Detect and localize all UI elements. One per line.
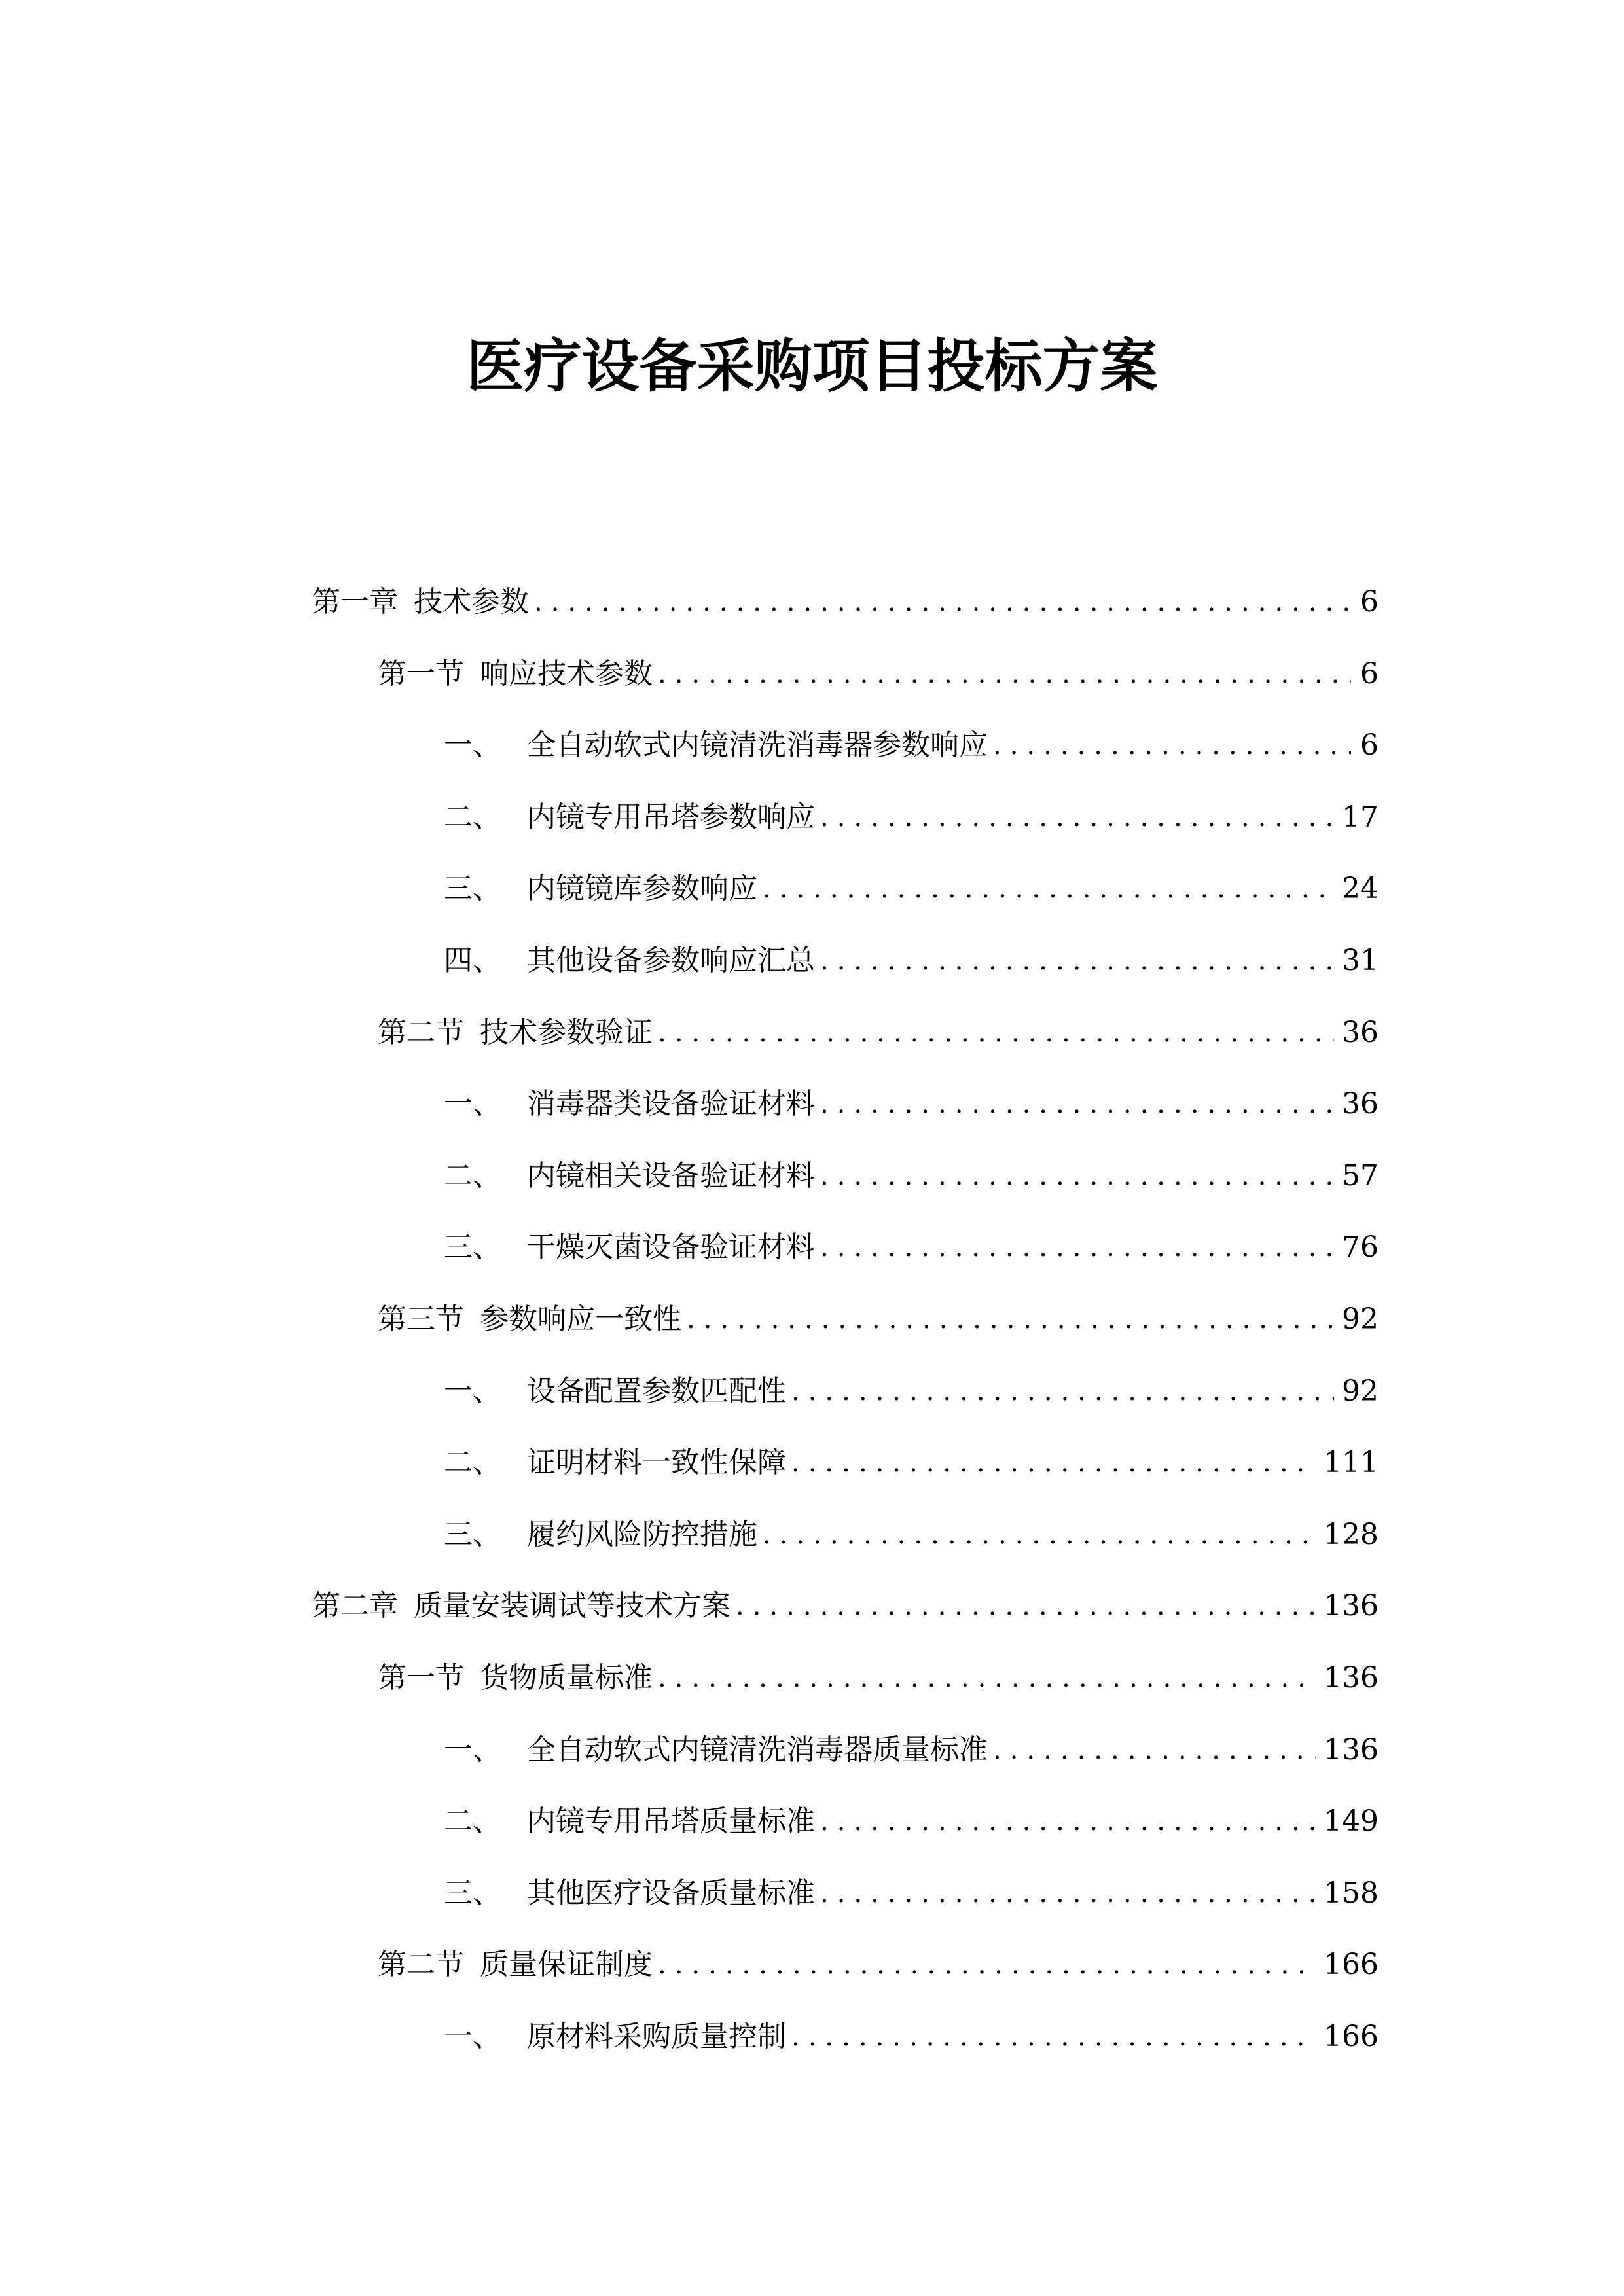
toc-entry-page: 92 [1342,1374,1379,1408]
toc-entry-section[interactable] [312,1939,1379,2011]
toc-entry-page: 6 [1360,585,1379,619]
toc-entry-item[interactable] [312,1221,1379,1293]
toc-entry-label: 内镜相关设备验证材料 [527,1158,815,1193]
dot-leader [658,1652,1316,1704]
toc-entry-chapter[interactable] [312,1580,1379,1652]
toc-entry-number: 二、 [444,1158,501,1193]
dot-leader [534,576,1351,628]
toc-entry-label: 响应技术参数 [480,656,653,691]
toc-entry-label: 消毒器类设备验证材料 [527,1087,815,1121]
toc-entry-section[interactable] [312,648,1379,720]
dot-leader [820,791,1334,844]
toc-entry-section[interactable] [312,1652,1379,1724]
toc-entry-item[interactable] [312,2011,1379,2083]
dot-leader [820,1078,1334,1130]
toc-entry-label: 技术参数 [414,585,529,619]
toc-entry-label: 质量保证制度 [480,1948,653,1982]
toc-entry-section[interactable] [312,1007,1379,1079]
table-of-contents [312,576,1379,2082]
toc-entry-page: 149 [1324,1804,1379,1839]
toc-entry-label: 其他设备参数响应汇总 [527,943,815,977]
toc-entry-page: 166 [1324,2019,1379,2053]
toc-entry-number: 一、 [444,1732,501,1767]
dot-leader [791,1365,1334,1418]
toc-entry-item[interactable] [312,1724,1379,1796]
toc-entry-page: 6 [1360,656,1379,691]
dot-leader [993,719,1351,772]
toc-entry-label: 内镜专用吊塔参数响应 [527,800,815,834]
toc-entry-label: 原材料采购质量控制 [527,2019,786,2053]
toc-entry-number: 第二节 [378,1015,464,1049]
toc-entry-item[interactable] [312,791,1379,863]
toc-entry-number: 一、 [444,2019,501,2053]
toc-entry-page: 128 [1324,1517,1379,1551]
toc-entry-item[interactable] [312,863,1379,935]
toc-entry-number: 第二节 [378,1948,464,1982]
toc-entry-label: 质量安装调试等技术方案 [414,1589,731,1623]
toc-entry-item[interactable] [312,1078,1379,1150]
toc-entry-item[interactable] [312,1150,1379,1222]
toc-entry-page: 36 [1342,1015,1379,1049]
toc-entry-label: 履约风险防控措施 [527,1517,757,1551]
toc-entry-page: 158 [1324,1876,1379,1910]
toc-entry-item[interactable] [312,1795,1379,1867]
dot-leader [820,1795,1316,1848]
dot-leader [791,1437,1316,1489]
toc-entry-label: 货物质量标准 [480,1660,653,1695]
dot-leader [820,1150,1334,1202]
toc-entry-chapter[interactable] [312,576,1379,648]
toc-entry-item[interactable] [312,1437,1379,1509]
toc-entry-item[interactable] [312,719,1379,791]
toc-entry-item[interactable] [312,1867,1379,1939]
toc-entry-label: 全自动软式内镜清洗消毒器质量标准 [527,1732,988,1767]
dot-leader [658,1007,1334,1059]
toc-entry-label: 证明材料一致性保障 [527,1446,786,1480]
toc-entry-label: 设备配置参数匹配性 [527,1374,786,1408]
toc-entry-number: 第三节 [378,1302,464,1336]
toc-entry-page: 136 [1324,1589,1379,1623]
dot-leader [763,1509,1316,1561]
toc-entry-label: 内镜专用吊塔质量标准 [527,1804,815,1839]
toc-entry-page: 166 [1324,1948,1379,1982]
toc-entry-label: 干燥灭菌设备验证材料 [527,1230,815,1265]
dot-leader [736,1580,1316,1632]
toc-entry-number: 一、 [444,1087,501,1121]
dot-leader [763,863,1334,915]
toc-entry-label: 内镜镜库参数响应 [527,872,757,906]
toc-entry-item[interactable] [312,1365,1379,1437]
toc-entry-page: 136 [1324,1660,1379,1695]
toc-entry-page: 17 [1342,800,1379,834]
toc-entry-number: 第一节 [378,656,464,691]
dot-leader [820,1221,1334,1274]
toc-entry-number: 二、 [444,1804,501,1839]
toc-entry-page: 57 [1342,1158,1379,1193]
toc-entry-page: 136 [1324,1732,1379,1767]
dot-leader [791,2011,1316,2063]
toc-entry-number: 三、 [444,1876,501,1910]
toc-entry-number: 一、 [444,728,501,762]
toc-entry-item[interactable] [312,935,1379,1007]
toc-entry-label: 参数响应一致性 [480,1302,681,1336]
toc-entry-page: 111 [1324,1446,1379,1480]
dot-leader [687,1293,1334,1346]
dot-leader [820,1867,1316,1920]
toc-entry-label: 其他医疗设备质量标准 [527,1876,815,1910]
toc-entry-label: 技术参数验证 [480,1015,653,1049]
toc-entry-number: 三、 [444,1230,501,1265]
dot-leader [820,935,1334,987]
toc-entry-page: 6 [1360,728,1379,762]
toc-entry-page: 31 [1342,943,1379,977]
toc-entry-number: 三、 [444,872,501,906]
toc-entry-number: 三、 [444,1517,501,1551]
dot-leader [658,1939,1316,1991]
dot-leader [658,648,1351,700]
toc-entry-page: 36 [1342,1087,1379,1121]
toc-entry-item[interactable] [312,1509,1379,1581]
toc-entry-number: 二、 [444,1446,501,1480]
toc-entry-number: 二、 [444,800,501,834]
toc-entry-number: 第一章 [312,585,398,619]
toc-entry-number: 四、 [444,943,501,977]
document-title: 医疗设备采购项目投标方案 [466,332,1158,400]
dot-leader [993,1724,1316,1776]
toc-entry-number: 第二章 [312,1589,398,1623]
toc-entry-section[interactable] [312,1293,1379,1365]
toc-entry-number: 一、 [444,1374,501,1408]
toc-entry-label: 全自动软式内镜清洗消毒器参数响应 [527,728,988,762]
toc-entry-page: 76 [1342,1230,1379,1265]
toc-entry-page: 92 [1342,1302,1379,1336]
toc-entry-number: 第一节 [378,1660,464,1695]
toc-entry-page: 24 [1342,872,1379,906]
